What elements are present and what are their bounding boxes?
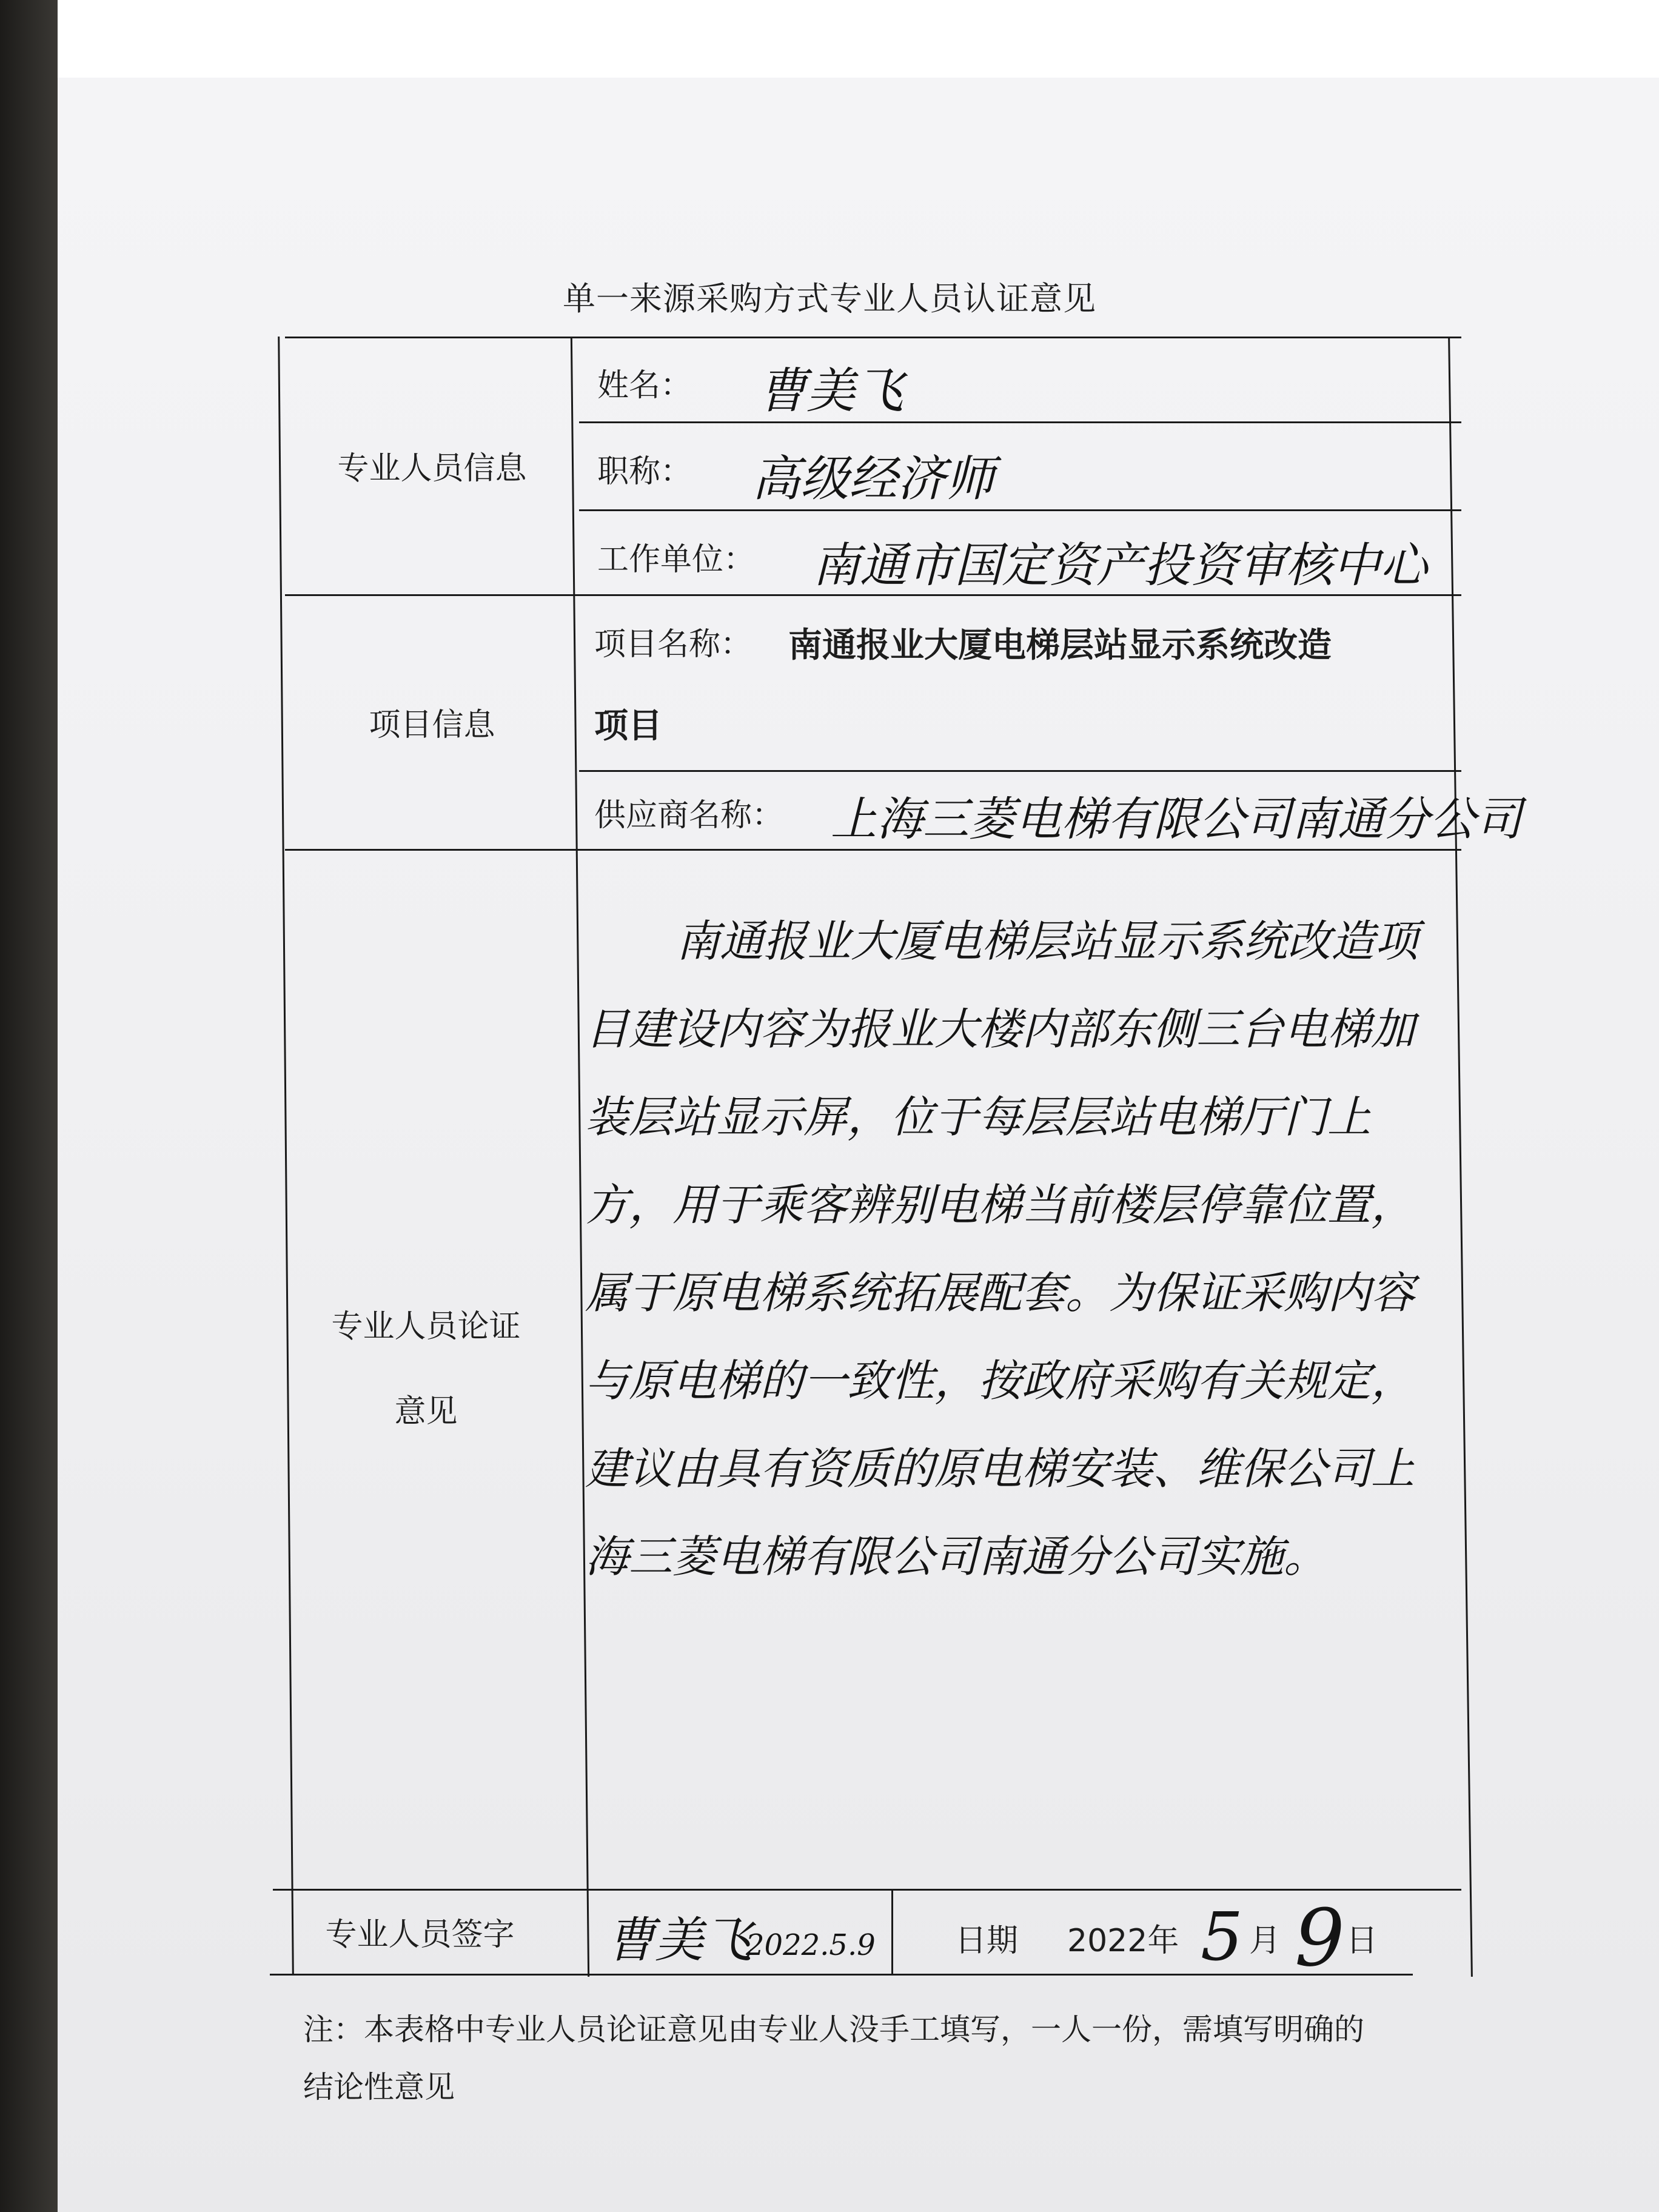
project-value-line2: 项目: [594, 706, 662, 746]
footer-note: [303, 2001, 1443, 2116]
signature-date-divider: [891, 1889, 893, 1974]
row-divider-project-name: [579, 770, 1461, 772]
supplier-value: 上海三菱电梯有限公司南通分公司: [831, 792, 1522, 846]
row-divider-name: [579, 421, 1461, 423]
title-value: 高级经济师: [752, 451, 994, 507]
signature-name: 曹美飞: [606, 1912, 752, 1968]
month-char: 月: [1249, 1923, 1281, 1959]
supplier-label: 供应商名称：: [594, 797, 784, 834]
year-value: 2022: [1067, 1923, 1148, 1959]
project-label: 项目名称：: [594, 626, 752, 663]
name-value: 曹美飞: [758, 363, 903, 419]
employer-value: 南通市国定资产投资审核中心: [813, 538, 1428, 593]
footer-note-line1: 注：本表格中专业人员论证意见由专业人没手工填写，一人一份，需填写明确的: [303, 2012, 1364, 2047]
label-project-info: 项目信息: [369, 706, 495, 743]
year-char: 年: [1147, 1923, 1179, 1959]
background-top: [0, 0, 1659, 78]
footer-note-line2: 结论性意见: [303, 2070, 455, 2105]
date-year: [1067, 1915, 1179, 1960]
name-label: 姓名：: [597, 367, 692, 404]
project-value-line1: 南通报业大厦电梯层站显示系统改造: [788, 626, 1332, 665]
label-opinion: [279, 849, 573, 1889]
day-char: 日: [1346, 1923, 1378, 1959]
title-label: 职称：: [597, 454, 692, 490]
label-opinion-line2: 意见: [394, 1393, 458, 1430]
background-left: [0, 0, 58, 2212]
signature-date: 2022.5.9: [746, 1928, 876, 1962]
row-divider-title: [579, 509, 1461, 511]
document-title: 单一来源采购方式专业人员认证意见: [563, 280, 1096, 318]
day-value: 9: [1295, 1892, 1345, 1984]
label-personnel-info: 专业人员信息: [337, 451, 527, 487]
label-signature: 专业人员签字: [325, 1916, 515, 1953]
month-value: 5: [1201, 1898, 1243, 1976]
employer-label: 工作单位：: [597, 541, 756, 578]
date-label: 日期: [955, 1923, 1019, 1959]
label-opinion-line1: 专业人员论证: [331, 1308, 521, 1345]
opinion-text: 南通报业大厦电梯层站显示系统改造项目建设内容为报业大楼内部东侧三台电梯加装层站显示屏，位于每层层站电梯厅门上方，用于乘客辨别电梯当前楼层停靠位置，属于原电梯系统拓展配套。为保证采购内容与原电梯的一致性，按政府采购有关规定，建议由具有资质的原电梯安装、维保公司上海三菱电梯有限公司南通分公司实施。: [585, 916, 1419, 1582]
